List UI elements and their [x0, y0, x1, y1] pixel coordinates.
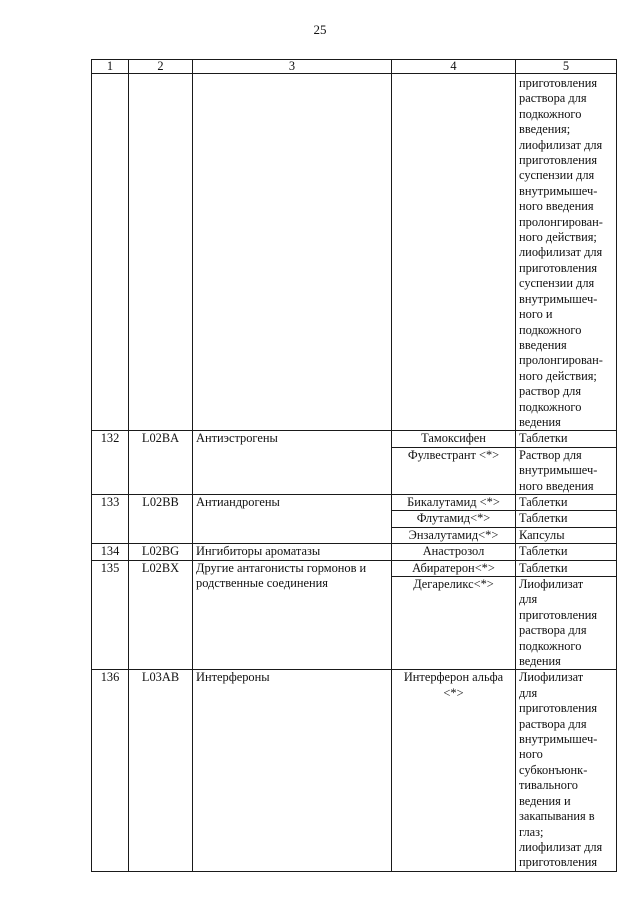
cell-atc-code: L02BG: [129, 544, 193, 560]
cell-drug: Фулвестрант <*>: [392, 447, 516, 494]
cell-drug: [392, 74, 516, 431]
cell-dosage-forms: Раствор для внутримышеч- ного введения: [516, 447, 617, 494]
page-number: 25: [313, 22, 327, 37]
cell-drug: Флутамид<*>: [392, 511, 516, 527]
cell-number: 133: [92, 494, 129, 543]
cell-atc-code: L03AB: [129, 670, 193, 871]
column-header: 3: [193, 60, 392, 74]
cell-number: 136: [92, 670, 129, 871]
cell-dosage-forms: Таблетки: [516, 544, 617, 560]
column-header: 2: [129, 60, 193, 74]
cell-group: Интерфероны: [193, 670, 392, 871]
cell-number: 134: [92, 544, 129, 560]
cell-group: Антиэстрогены: [193, 431, 392, 495]
cell-group: [193, 74, 392, 431]
cell-number: [92, 74, 129, 431]
cell-dosage-forms: Таблетки: [516, 511, 617, 527]
column-header: 5: [516, 60, 617, 74]
table-row: [92, 560, 617, 576]
cell-drug: Дегареликс<*>: [392, 577, 516, 670]
table-row: [92, 431, 617, 447]
cell-drug: Бикалутамид <*>: [392, 494, 516, 510]
drug-list-table: [91, 59, 617, 872]
cell-dosage-forms: Таблетки: [516, 560, 617, 576]
cell-number: 135: [92, 560, 129, 670]
table-row-continuation: [92, 74, 617, 431]
cell-group: Антиандрогены: [193, 494, 392, 543]
cell-dosage-forms: Таблетки: [516, 431, 617, 447]
cell-drug: Анастрозол: [392, 544, 516, 560]
table-row: [92, 670, 617, 871]
cell-drug: Энзалутамид<*>: [392, 527, 516, 543]
cell-atc-code: L02BX: [129, 560, 193, 670]
cell-atc-code: L02BA: [129, 431, 193, 495]
table-row: [92, 544, 617, 560]
cell-drug: Абиратерон<*>: [392, 560, 516, 576]
cell-dosage-forms: Таблетки: [516, 494, 617, 510]
cell-drug: Интерферон альфа <*>: [392, 670, 516, 871]
cell-dosage-forms: Лиофилизат для приготовления раствора для подкожного ведения: [516, 577, 617, 670]
cell-dosage-forms: Лиофилизат для приготовления раствора для внутримышеч- ного субконъюнк- тивального ведения и закапывания в глаз; лиофилизат для приготовления: [516, 670, 617, 871]
column-header: 4: [392, 60, 516, 74]
cell-dosage-forms: приготовления раствора для подкожного введения; лиофилизат для приготовления суспензии для внутримышеч- ного введения пролонгирован- ного действия; лиофилизат для приготовления суспензии для внутримышеч- ного и подкожного введения пролонгирован- ного действия; раствор для подкожного ведения: [516, 74, 617, 431]
table-header-row: [92, 60, 617, 74]
cell-atc-code: L02BB: [129, 494, 193, 543]
cell-atc-code: [129, 74, 193, 431]
cell-group: Ингибиторы ароматазы: [193, 544, 392, 560]
cell-dosage-forms: Капсулы: [516, 527, 617, 543]
cell-number: 132: [92, 431, 129, 495]
cell-group: Другие антагонисты гормонов и родственные соединения: [193, 560, 392, 670]
table-row: [92, 494, 617, 510]
cell-drug: Тамоксифен: [392, 431, 516, 447]
column-header: 1: [92, 60, 129, 74]
